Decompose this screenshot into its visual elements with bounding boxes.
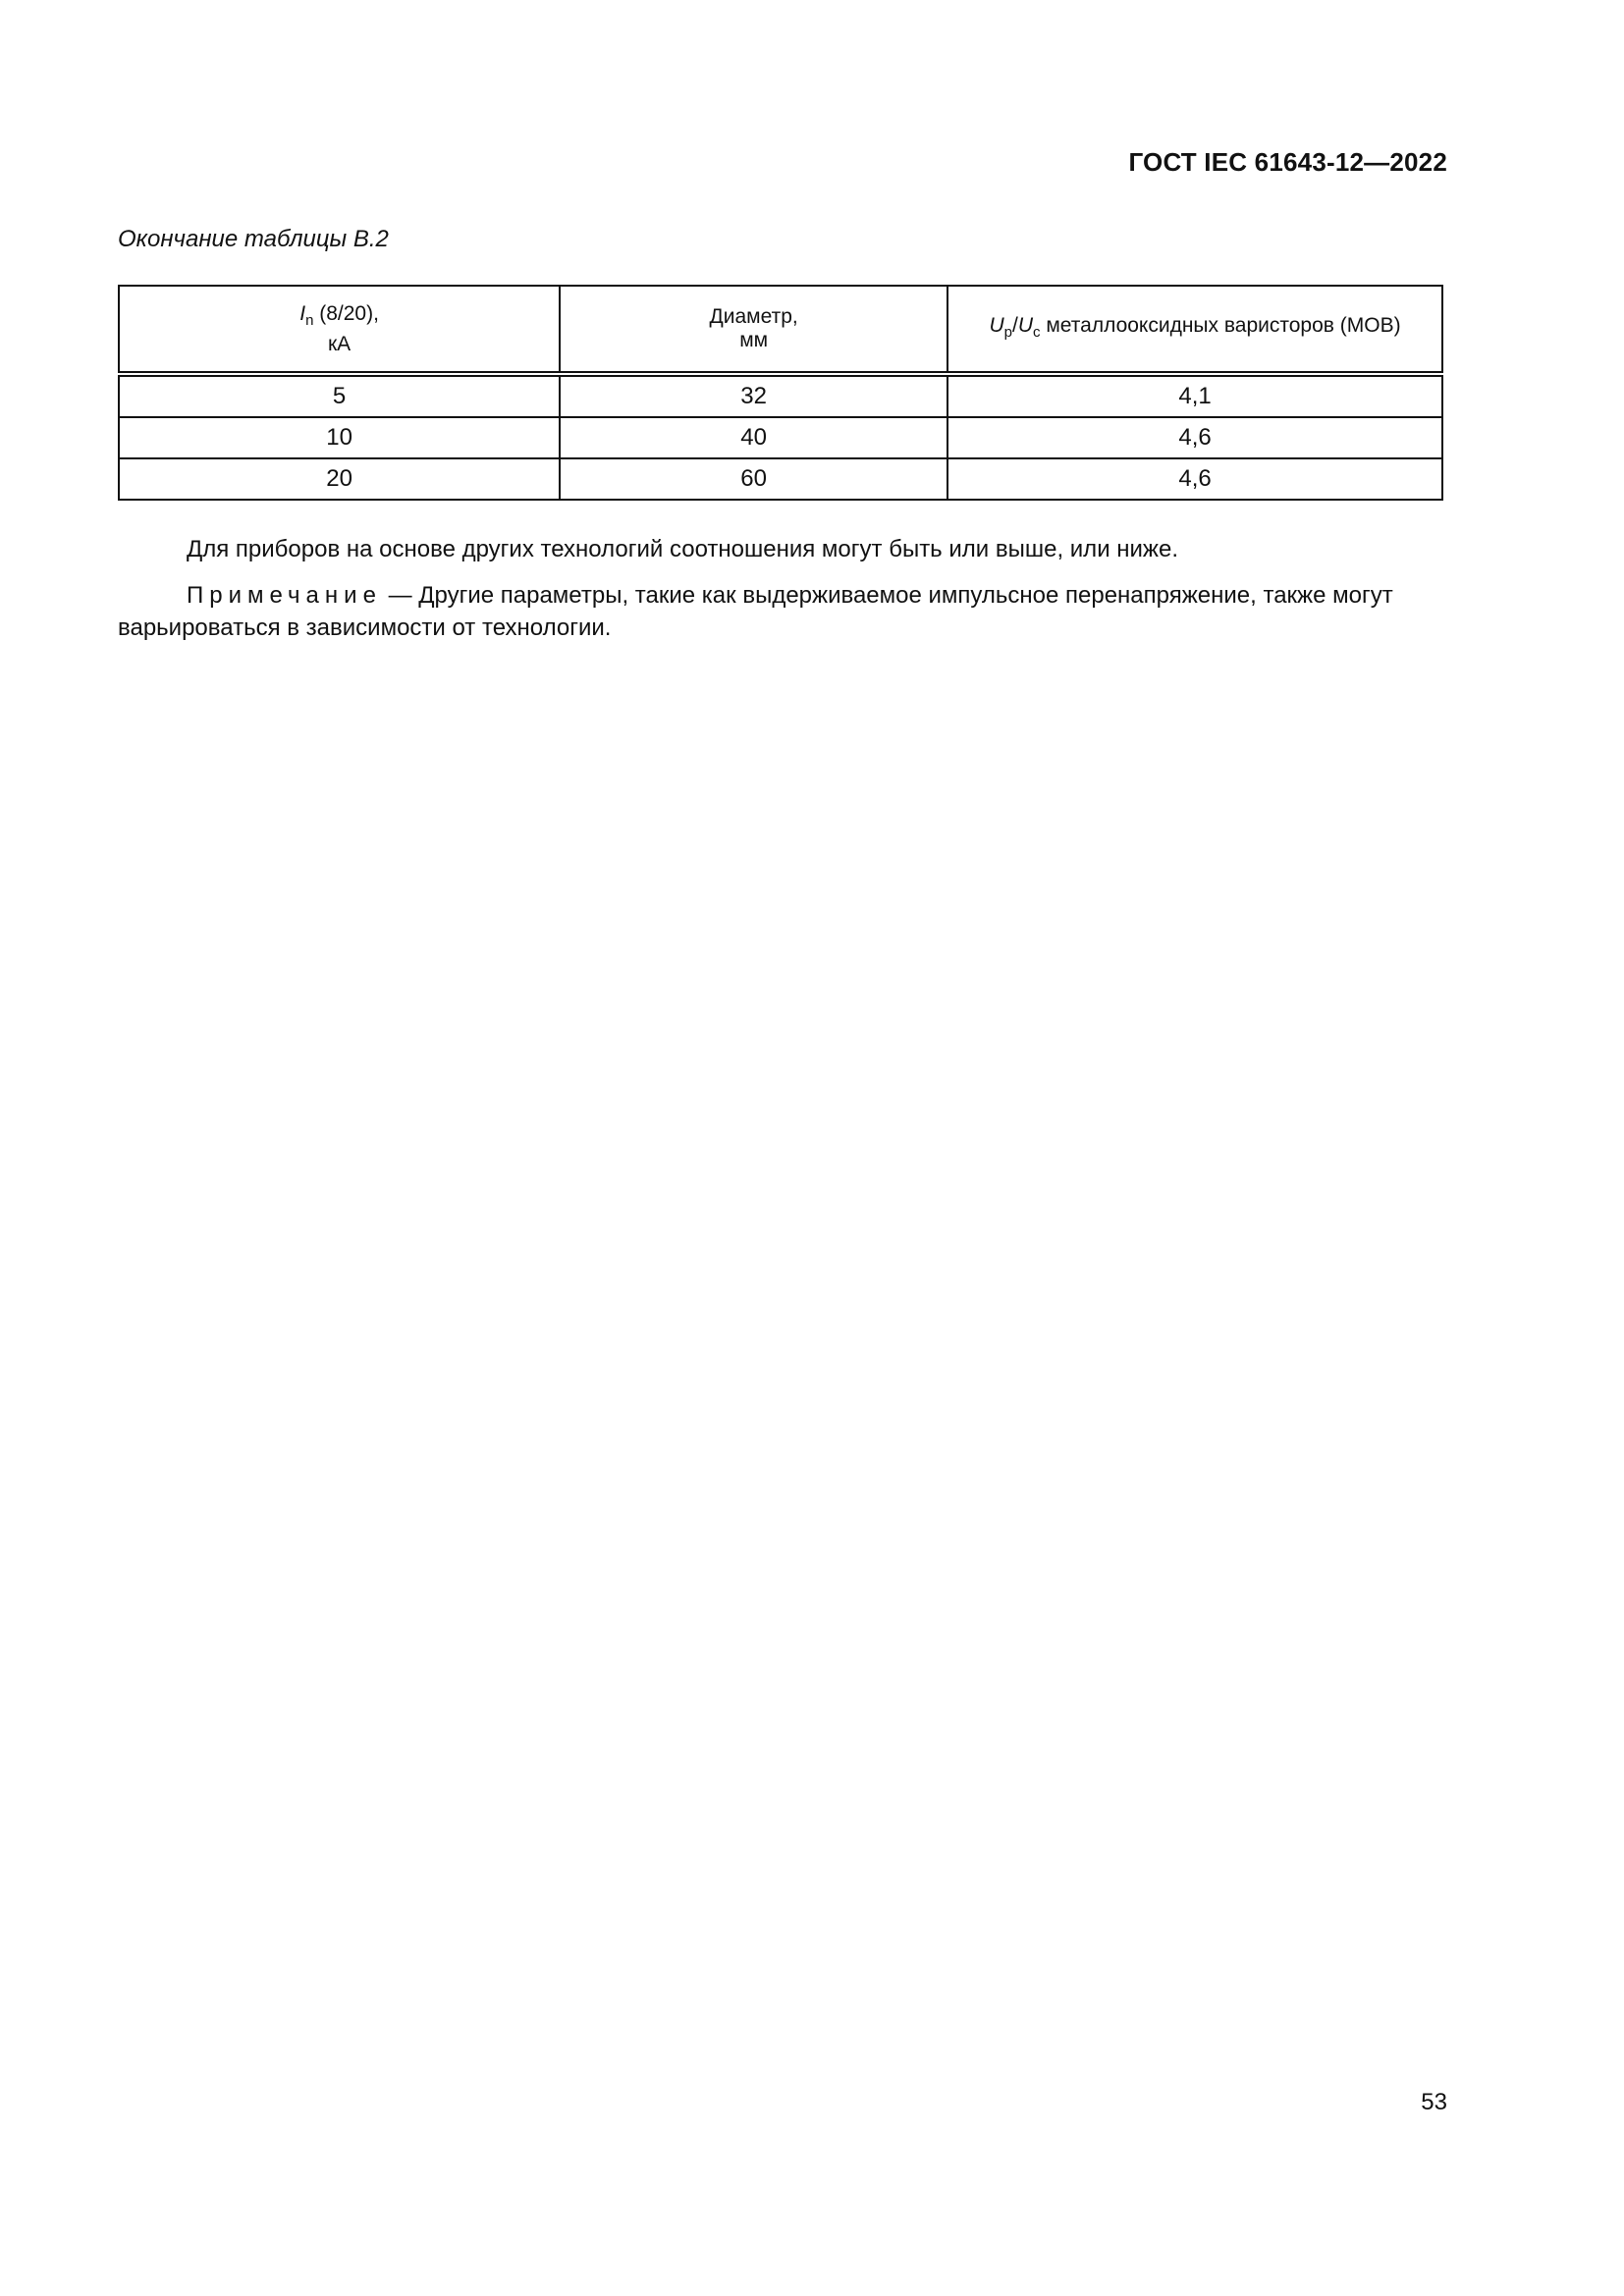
table-caption: Окончание таблицы В.2 bbox=[118, 226, 389, 252]
cell-current: 10 bbox=[119, 417, 560, 458]
table-header bbox=[119, 286, 1442, 374]
header-diameter bbox=[560, 286, 947, 374]
note-text: — Другие параметры, такие как выдерживаемое импульсное перенапряжение, также могут варьироваться в зависимости от технологии. bbox=[118, 582, 1393, 641]
ratio-sub-p: p bbox=[1003, 323, 1012, 341]
body-paragraph: Для приборов на основе других технологий соотношения могут быть или выше, или ниже. bbox=[187, 536, 1178, 562]
data-table bbox=[118, 285, 1443, 501]
table-header-row bbox=[119, 286, 1442, 374]
table-row bbox=[119, 458, 1442, 500]
cell-diameter: 40 bbox=[560, 417, 947, 458]
cell-current: 5 bbox=[119, 374, 560, 417]
current-waveform: (8/20), bbox=[313, 301, 379, 325]
document-header: ГОСТ IEC 61643-12—2022 bbox=[1128, 147, 1447, 177]
header-ratio bbox=[947, 286, 1442, 374]
current-symbol: I bbox=[299, 301, 306, 325]
page-number: 53 bbox=[1421, 2089, 1447, 2115]
ratio-description: металлооксидных варисторов (МОВ) bbox=[1040, 313, 1401, 337]
cell-diameter: 32 bbox=[560, 374, 947, 417]
cell-ratio: 4,6 bbox=[947, 417, 1442, 458]
header-current-line1 bbox=[126, 302, 553, 333]
note-paragraph bbox=[118, 579, 1443, 644]
ratio-symbol-uc: U bbox=[1017, 313, 1034, 337]
cell-ratio: 4,6 bbox=[947, 458, 1442, 500]
ratio-slash: / bbox=[1012, 313, 1018, 337]
table-row bbox=[119, 417, 1442, 458]
ratio-sub-c: c bbox=[1033, 323, 1041, 341]
cell-diameter: 60 bbox=[560, 458, 947, 500]
header-current-unit: кА bbox=[327, 332, 352, 355]
cell-current: 20 bbox=[119, 458, 560, 500]
ratio-symbol-up: U bbox=[989, 313, 1004, 337]
cell-ratio: 4,1 bbox=[947, 374, 1442, 417]
header-diameter-label: Диаметр, bbox=[709, 305, 798, 328]
table-row bbox=[119, 374, 1442, 417]
current-subscript: n bbox=[305, 311, 314, 329]
header-current bbox=[119, 286, 560, 374]
table-body bbox=[119, 374, 1442, 500]
header-diameter-unit: мм bbox=[739, 329, 769, 351]
note-label: Примечание bbox=[187, 582, 382, 609]
